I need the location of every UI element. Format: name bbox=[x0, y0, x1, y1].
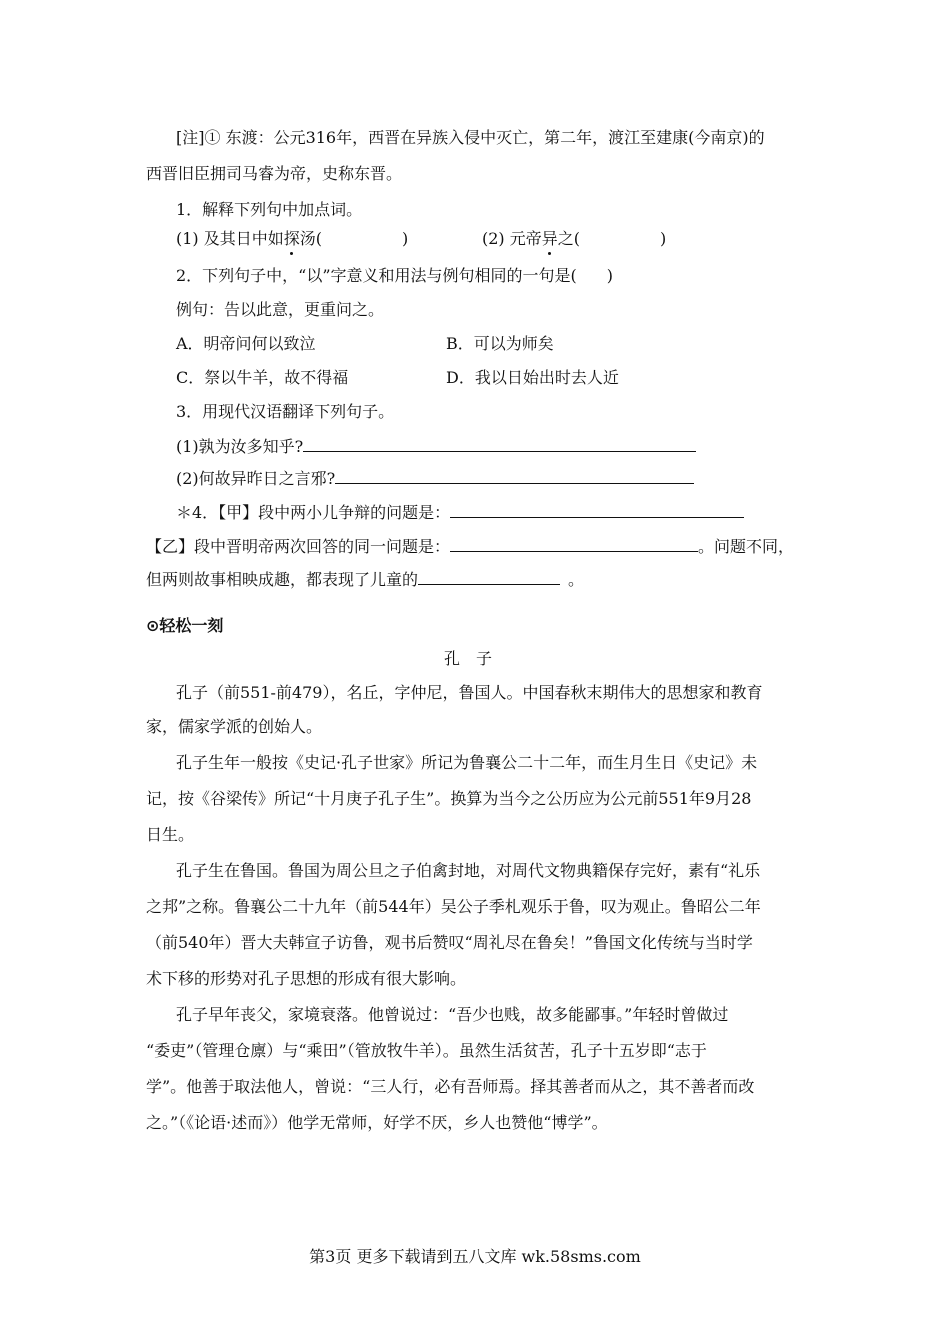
emphasis-dot-char: 异 bbox=[541, 229, 558, 248]
paragraph-1-line-2: 家，儒家学派的创始人。 bbox=[146, 717, 323, 736]
paragraph-3-line-3: （前540年）晋大夫韩宣子访鲁，观书后赞叹“周礼尽在鲁矣！”鲁国文化传统与当时学 bbox=[146, 933, 753, 952]
emphasis-dot-char: 探 bbox=[283, 229, 300, 248]
note-line-2: 西晋旧臣拥司马睿为帝，史称东晋。 bbox=[146, 164, 403, 183]
paragraph-3-line-2: 之邦”之称。鲁襄公二十九年（前544年）吴公子季札观乐于鲁，叹为观止。鲁昭公二年 bbox=[146, 897, 761, 916]
question-2-title: 2．下列句子中，“以”字意义和用法与例句相同的一句是( ) bbox=[176, 266, 614, 285]
question-2-example: 例句：告以此意，更重问之。 bbox=[176, 300, 385, 319]
paragraph-3-line-1: 孔子生在鲁国。鲁国为周公旦之子伯禽封地，对周代文物典籍保存完好，素有“礼乐 bbox=[176, 861, 761, 880]
question-1-title: 1．解释下列句中加点词。 bbox=[176, 200, 363, 219]
answer-line[interactable] bbox=[303, 435, 696, 452]
paragraph-4-line-1: 孔子早年丧父，家境衰落。他曾说过：“吾少也贱，故多能鄙事。”年轻时曾做过 bbox=[176, 1005, 729, 1024]
page-footer: 第3页 更多下载请到五八文库 wk.58sms.com bbox=[309, 1247, 641, 1266]
option-b: B．可以为师矣 bbox=[446, 334, 554, 353]
question-1-item-a: (1) 及其日中如探汤( ) bbox=[176, 229, 409, 248]
question-4-line-2: 【乙】段中晋明帝两次回答的同一问题是： 。问题不同， bbox=[146, 537, 795, 556]
option-c: C．祭以牛羊，故不得福 bbox=[176, 368, 349, 387]
note-line-1: [注]① 东渡：公元316年，西晋在异族入侵中灭亡，第二年，渡江至建康(今南京)的 bbox=[176, 128, 765, 147]
paragraph-4-line-4: 之。”（《论语·述而》）他学无常师，好学不厌，乡人也赞他“博学”。 bbox=[146, 1113, 608, 1132]
question-3-sentence-1: (1)孰为汝多知乎? bbox=[176, 435, 696, 458]
option-d: D．我以日始出时去人近 bbox=[446, 368, 619, 387]
paragraph-2-line-3: 日生。 bbox=[146, 825, 195, 844]
question-4-line-1: ＊4．【甲】段中两小儿争辩的问题是： bbox=[176, 501, 744, 524]
question-3-sentence-2: (2)何故异昨日之言邪? bbox=[176, 467, 694, 490]
question-1-item-b: (2) 元帝异之( ) bbox=[482, 229, 667, 248]
option-a: A．明帝问何以致泣 bbox=[176, 334, 316, 353]
paragraph-2-line-1: 孔子生年一般按《史记·孔子世家》所记为鲁襄公二十二年，而生月生日《史记》未 bbox=[176, 753, 758, 772]
section-heading: ⊙轻松一刻 bbox=[146, 616, 224, 635]
question-3-title: 3．用现代汉语翻译下列句子。 bbox=[176, 402, 395, 421]
question-4-line-3: 但两则故事相映成趣，都表现了儿童的 。 bbox=[146, 570, 585, 589]
paragraph-4-line-2: “委吏”（管理仓廪）与“乘田”（管放牧牛羊）。虽然生活贫苦，孔子十五岁即“志于 bbox=[146, 1041, 707, 1060]
answer-line[interactable] bbox=[450, 535, 698, 552]
answer-line[interactable] bbox=[418, 568, 560, 585]
paragraph-2-line-2: 记，按《谷梁传》所记“十月庚子孔子生”。换算为当今之公历应为公元前551年9月28 bbox=[146, 789, 752, 808]
answer-line[interactable] bbox=[335, 467, 694, 484]
answer-line[interactable] bbox=[450, 501, 744, 518]
paragraph-4-line-3: 学”。他善于取法他人，曾说：“三人行，必有吾师焉。择其善者而从之，其不善者而改 bbox=[146, 1077, 755, 1096]
paragraph-3-line-4: 术下移的形势对孔子思想的形成有很大影响。 bbox=[146, 969, 467, 988]
article-title: 孔 子 bbox=[444, 649, 493, 668]
paragraph-1-line-1: 孔子（前551-前479），名丘，字仲尼，鲁国人。中国春秋末期伟大的思想家和教育 bbox=[176, 683, 763, 702]
